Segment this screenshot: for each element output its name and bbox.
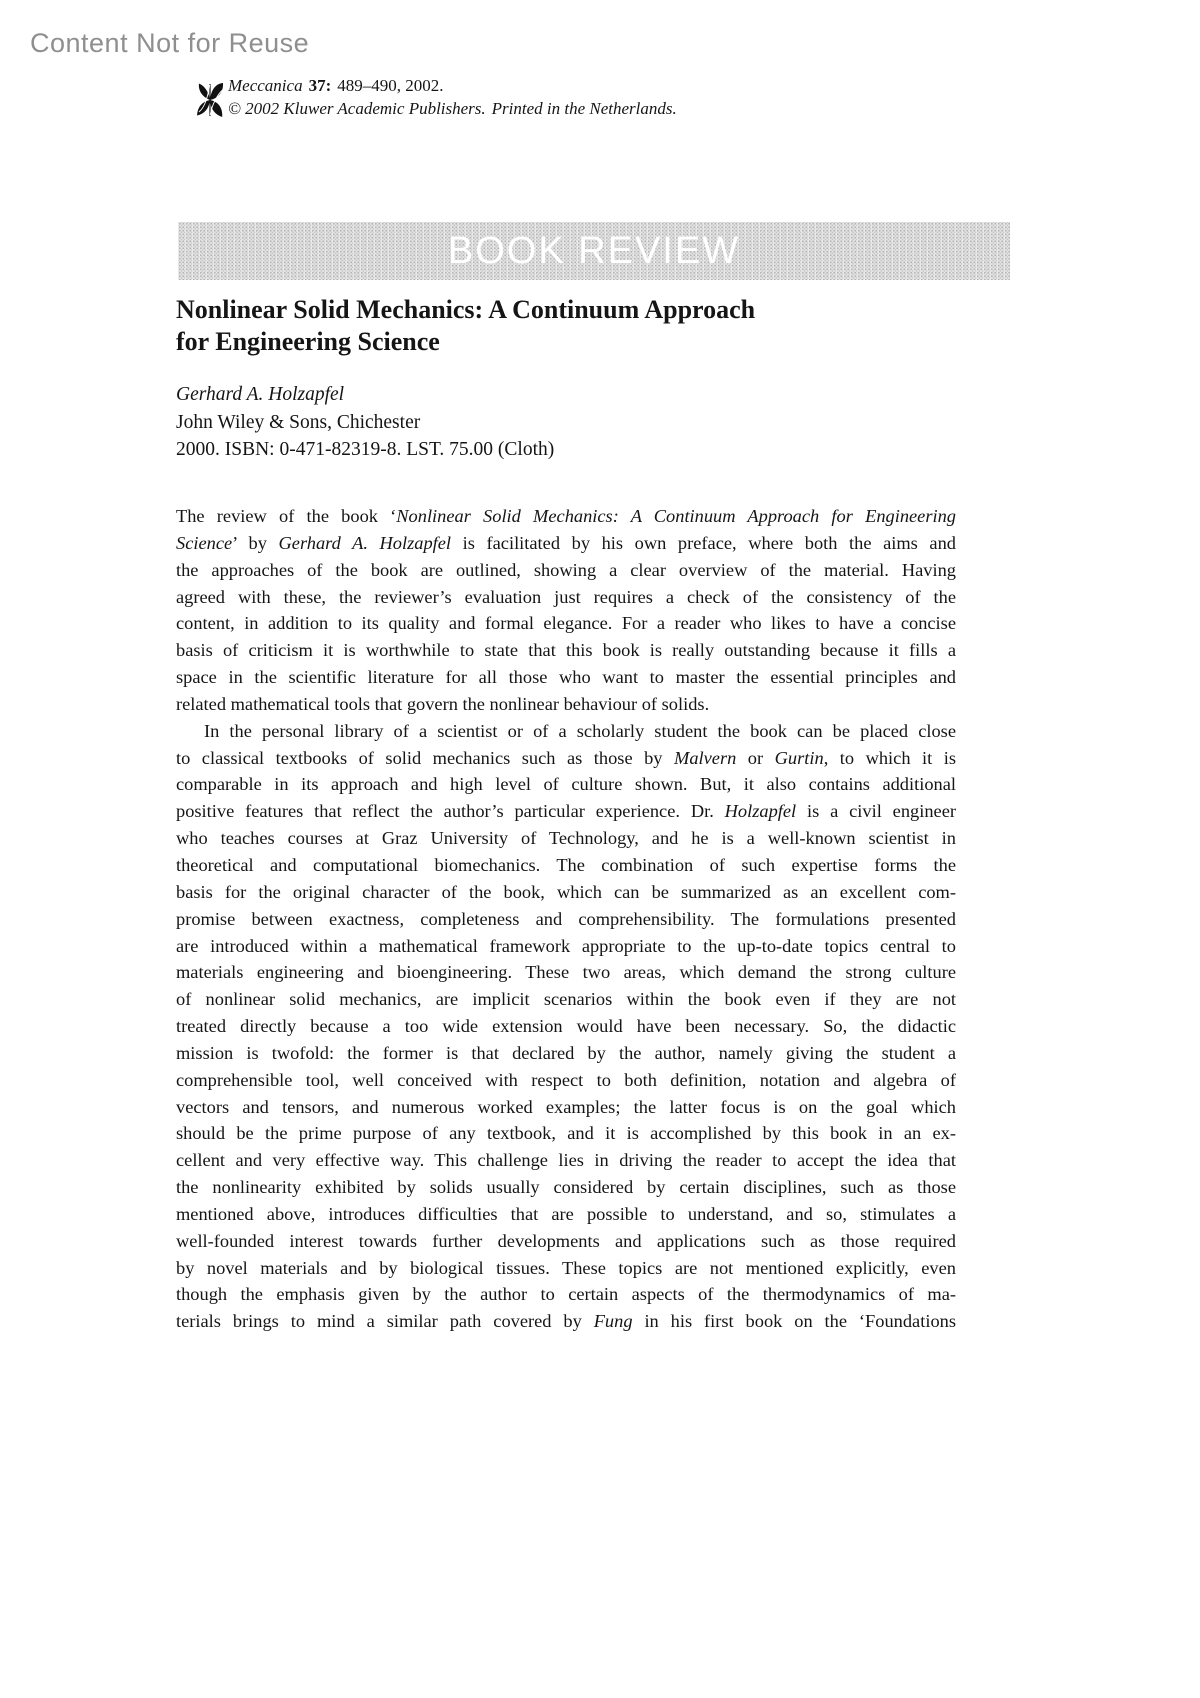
book-author: Gerhard A. Holzapfel: [176, 384, 345, 405]
review-text-line: positive features that reflect the author’s particular experience. Dr. Holzapfel is a civil engineer: [176, 801, 956, 822]
review-text-line: comparable in its approach and high level of culture shown. But, it also contains additional: [176, 774, 956, 795]
journal-volume: 37:: [308, 76, 332, 95]
book-metadata: [176, 381, 976, 464]
review-text-line: basis for the original character of the book, which can be summarized as an excellent com-: [176, 881, 956, 902]
review-text-line: promise between exactness, completeness and comprehensibility. The formulations presented: [176, 908, 956, 929]
review-text-line: by novel materials and by biological tissues. These topics are not mentioned explicitly, even: [176, 1257, 956, 1278]
book-title-line2: for Engineering Science: [176, 327, 440, 356]
review-text-line: mentioned above, introduces difficulties that are possible to understand, and so, stimulates a: [176, 1203, 956, 1224]
printed-in-text: Printed in the Netherlands.: [491, 99, 677, 118]
review-text-line: comprehensible tool, well conceived with respect to both definition, notation and algebra of: [176, 1069, 956, 1090]
review-text-line: the approaches of the book are outlined, showing a clear overview of the material. Having: [176, 559, 956, 580]
journal-header: [228, 74, 677, 120]
review-text-line: content, in addition to its quality and formal elegance. For a reader who likes to have a concise: [176, 613, 956, 634]
copyright-text: © 2002 Kluwer Academic Publishers.: [228, 99, 486, 118]
journal-name: Meccanica: [228, 76, 303, 95]
review-text-line: theoretical and computational biomechanics. The combination of such expertise forms the: [176, 854, 956, 875]
review-text-line: terials brings to mind a similar path covered by Fung in his first book on the ‘Foundations: [176, 1311, 956, 1332]
review-text-line: The review of the book ‘Nonlinear Solid Mechanics: A Continuum Approach for Engineering: [176, 506, 956, 526]
review-body: [176, 503, 956, 1335]
review-text-line: basis of criticism it is worthwhile to state that this book is really outstanding because it fills a: [176, 640, 956, 661]
review-text-line: Science’ by Gerhard A. Holzapfel is facilitated by his own preface, where both the aims and: [176, 532, 956, 553]
book-title-line1: Nonlinear Solid Mechanics: A Continuum Approach: [176, 295, 756, 324]
review-text-line: space in the scientific literature for all those who want to master the essential principles and: [176, 667, 956, 688]
journal-copyright-line: [228, 97, 677, 120]
book-review-banner: [178, 222, 1010, 280]
book-title: [176, 294, 976, 358]
review-text-line: should be the prime purpose of any textbook, and it is accomplished by this book in an ex-: [176, 1123, 956, 1144]
review-paragraph: [176, 503, 956, 718]
review-text-line: well-founded interest towards further developments and applications such as those required: [176, 1230, 956, 1251]
review-text-line: treated directly because a too wide extension would have been necessary. So, the didactic: [176, 1016, 956, 1037]
review-text-line: though the emphasis given by the author to certain aspects of the thermodynamics of ma-: [176, 1284, 956, 1305]
review-paragraph: [176, 718, 956, 1335]
review-text-line: of nonlinear solid mechanics, are implicit scenarios within the book even if they are not: [176, 989, 956, 1010]
book-review-banner-label: BOOK REVIEW: [447, 229, 741, 272]
book-publisher: John Wiley & Sons, Chichester: [176, 411, 421, 433]
review-text-line: who teaches courses at Graz University of Technology, and he is a well-known scientist in: [176, 828, 956, 849]
review-text-line: vectors and tensors, and numerous worked examples; the latter focus is on the goal which: [176, 1096, 956, 1117]
review-text-line: In the personal library of a scientist or of a scholarly student the book can be placed close: [204, 720, 956, 741]
review-text-line: mission is twofold: the former is that declared by the author, namely giving the student a: [176, 1042, 956, 1063]
book-edition-isbn: 2000. ISBN: 0-471-82319-8. LST. 75.00 (Cloth): [176, 439, 555, 460]
review-text-line: agreed with these, the reviewer’s evaluation just requires a check of the consistency of the: [176, 586, 956, 607]
review-text-line: to classical textbooks of solid mechanics such as those by Malvern or Gurtin, to which it is: [176, 747, 956, 768]
review-text-line: related mathematical tools that govern the nonlinear behaviour of solids.: [176, 693, 710, 714]
review-text-line: cellent and very effective way. This challenge lies in driving the reader to accept the idea that: [176, 1150, 956, 1171]
content-not-for-reuse-watermark: Content Not for Reuse: [30, 28, 310, 58]
review-text-line: the nonlinearity exhibited by solids usually considered by certain disciplines, such as those: [176, 1177, 956, 1198]
review-text-line: are introduced within a mathematical framework appropriate to the up-to-date topics central to: [176, 935, 956, 956]
kluwer-logo-icon: [194, 82, 226, 118]
journal-pages-year: 489–490, 2002.: [337, 76, 444, 95]
review-text-line: materials engineering and bioengineering. These two areas, which demand the strong culture: [176, 962, 956, 983]
journal-citation-line: [228, 74, 677, 97]
